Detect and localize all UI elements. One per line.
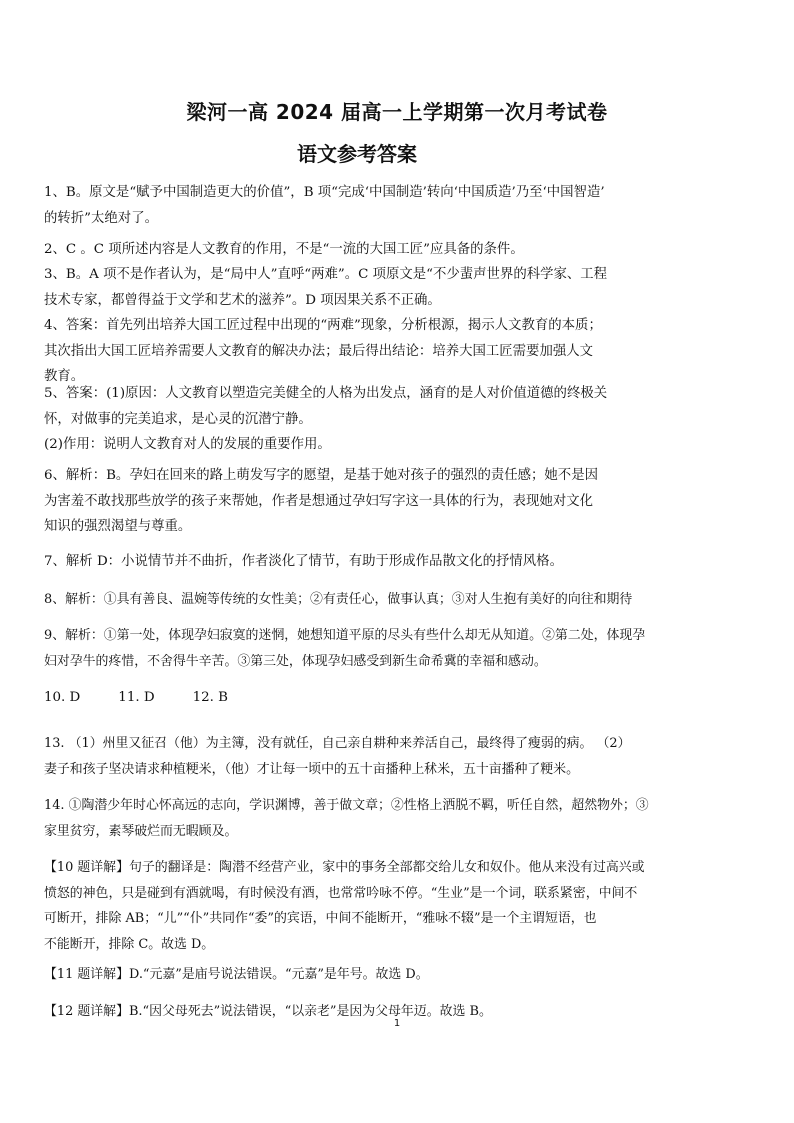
- answer-line: 知识的强烈渴望与尊重。: [44, 519, 192, 534]
- answer-1: [44, 180, 750, 231]
- answer-line: 其次指出大国工匠培养需要人文教育的解决办法；最后得出结论：培养大国工匠需要加强人文: [44, 343, 594, 359]
- answer-4: [44, 313, 750, 390]
- answer-13: [44, 731, 750, 782]
- answer-6: [44, 463, 750, 540]
- answer-9: [44, 623, 750, 674]
- answer-8: [44, 587, 750, 613]
- explanation-line: 不能断开，排除 C。故选 D。: [44, 936, 215, 952]
- answer-12: 12. B: [192, 690, 228, 705]
- answer-line: 14. ①陶潜少年时心怀高远的志向，学识渊博，善于做文章；②性格上洒脱不羁，听任自然，超然物外；③: [44, 798, 649, 813]
- answer-line: 9、解析：①第一处，体现孕妇寂寞的迷惘，她想知道平原的尽头有些什么却无从知道。②第二处，体现孕: [44, 628, 646, 643]
- explanation-line: 愤怒的神色，只是碰到有酒就喝，有时候没有酒，也常常吟咏不停。“生业”是一个词，联系紧密，中间不: [44, 885, 638, 901]
- answer-line: 1、B。原文是“赋予中国制造更大的价值”，B 项“完成‘中国制造’转向‘中国质造’乃至‘中国智造’: [44, 185, 605, 200]
- document-title: 梁河一高 2024 届高一上学期第一次月考试卷: [186, 100, 608, 124]
- answer-line: 妇对孕牛的疼惜，不舍得牛辛苦。③第三处，体现孕妇感受到新生命希冀的幸福和感动。: [44, 653, 547, 669]
- answer-11: 11. D: [118, 690, 155, 705]
- answer-10-12: [44, 685, 750, 711]
- explanation-line: 【12 题详解】B.“因父母死去”说法错误，“以亲老”是因为父母年迈。故选 B。: [44, 1004, 492, 1019]
- answer-line: 教育。: [44, 369, 85, 384]
- explanation-10: [44, 855, 750, 957]
- explanation-11: [44, 962, 750, 988]
- answer-line: 为害羞不敢找那些放学的孩子来帮她，作者是想通过孕妇写字这一具体的行为，表现她对文化: [44, 493, 594, 509]
- answer-row: [44, 685, 750, 711]
- answer-line: 5、答案：(1)原因：人文教育以塑造完美健全的人格为出发点，涵育的是人对价值道德的终极关: [44, 386, 608, 401]
- page-number: 1: [393, 1018, 401, 1029]
- explanation-line: 【10 题详解】句子的翻译是：陶潜不经营产业，家中的事务全部都交给儿女和奴仆。他从来没有过高兴或: [44, 860, 645, 875]
- answer-line: 8、解析：①具有善良、温婉等传统的女性美；②有责任心，做事认真；③对人生抱有美好的向往和期待: [44, 592, 633, 607]
- answer-line: 技术专家，都曾得益于文学和艺术的滋养”。D 项因果关系不正确。: [44, 292, 441, 308]
- answer-line: 3、B。A 项不是作者认为，是“局中人”直呼“两难”。C 项原文是“不少蜚声世界的科学家、工程: [44, 267, 608, 282]
- answer-2: [44, 237, 750, 263]
- explanation-line: 【11 题详解】D.“元嘉”是庙号说法错误。“元嘉”是年号。故选 D。: [44, 967, 429, 982]
- answer-line: 7、解析 D：小说情节并不曲折，作者淡化了情节，有助于形成作品散文化的抒情风格。: [44, 554, 563, 569]
- answer-line: 2、C 。C 项所述内容是人文教育的作用，不是“一流的大国工匠”应具备的条件。: [44, 242, 524, 257]
- answer-line: 的转折”太绝对了。: [44, 210, 158, 226]
- answer-3: [44, 262, 750, 313]
- answer-line: 6、解析：B。孕妇在回来的路上萌发写字的愿望，是基于她对孩子的强烈的责任感；她不是因: [44, 468, 598, 483]
- answer-7: [44, 549, 750, 575]
- answer-14: [44, 793, 750, 844]
- answer-line: 妻子和孩子坚决请求种植粳米，（他）才让每一顷中的五十亩播种上秫米，五十亩播种了粳米。: [44, 761, 579, 777]
- answer-line: (2)作用：说明人文教育对人的发展的重要作用。: [44, 437, 331, 452]
- explanation-line: 可断开，排除 AB；“儿”“仆”共同作“委”的宾语，中间不能断开，“雅咏不辍”是一个主谓短语，也: [44, 911, 597, 926]
- answer-5: [44, 381, 750, 458]
- document-subtitle: 语文参考答案: [297, 142, 417, 166]
- answer-line: 4、答案：首先列出培养大国工匠过程中出现的“两难”现象，分析根源，揭示人文教育的本质；: [44, 318, 602, 333]
- answer-line: 13. （1）州里又征召（他）为主簿，没有就任，自己亲自耕种来养活自己，最终得了瘦弱的病。 （2）: [44, 736, 631, 751]
- answer-10: 10. D: [44, 690, 81, 705]
- answer-line: 怀，对做事的完美追求，是心灵的沉潜宁静。: [44, 411, 312, 427]
- answer-line: 家里贫穷，素琴破烂而无暇顾及。: [44, 823, 238, 839]
